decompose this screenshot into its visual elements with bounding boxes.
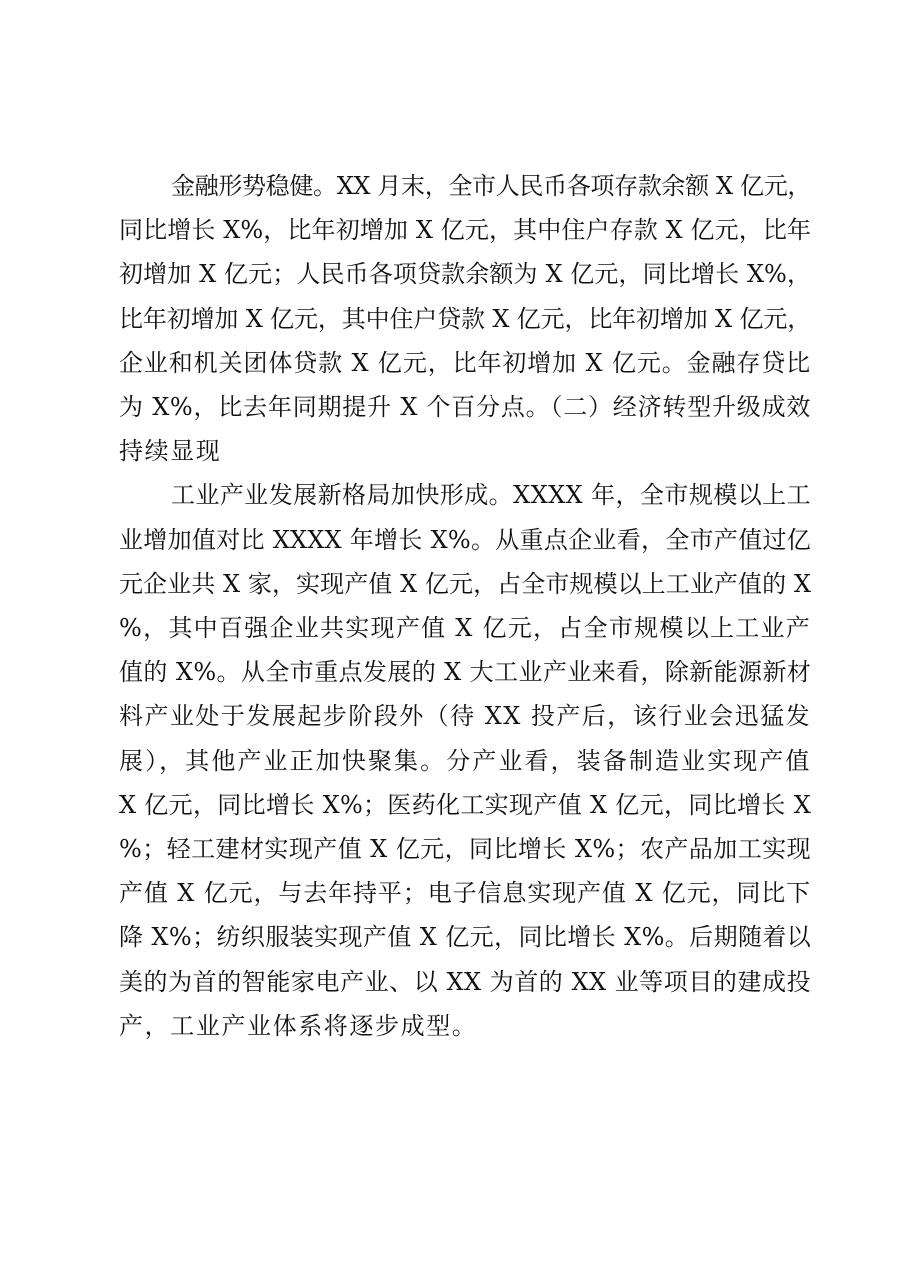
text-line: 为 X%，比去年同期提升 X 个百分点。（二）经济转型升级成效 (119, 393, 811, 422)
text-line: 产，工业产业体系将逐步成型。 (119, 1011, 478, 1040)
text-line: 初增加 X 亿元；人民币各项贷款余额为 X 亿元，同比增长 X%， (119, 260, 811, 289)
text-line: 美的为首的智能家电产业、以 XX 为首的 XX 业等项目的建成投 (119, 967, 811, 996)
text-line: 展），其他产业正加快聚集。分产业看，装备制造业实现产值 (119, 746, 811, 775)
text-line: 同比增长 X%，比年初增加 X 亿元，其中住户存款 X 亿元，比年 (119, 216, 811, 245)
text-line: 值的 X%。从全市重点发展的 X 大工业产业来看，除新能源新材 (119, 658, 812, 687)
text-line: 业增加值对比 XXXX 年增长 X%。从重点企业看，全市产值过亿 (119, 525, 811, 554)
text-line: 企业和机关团体贷款 X 亿元，比年初增加 X 亿元。金融存贷比 (119, 348, 811, 377)
text-line: 工业产业发展新格局加快形成。XXXX 年，全市规模以上工 (171, 481, 811, 510)
paragraph-industry (119, 473, 811, 1048)
text-line: 比年初增加 X 亿元，其中住户贷款 X 亿元，比年初增加 X 亿元， (119, 304, 811, 333)
text-line: %，其中百强企业共实现产值 X 亿元，占全市规模以上工业产 (119, 614, 811, 643)
text-line: 持续显现 (119, 437, 222, 466)
text-line: 元企业共 X 家，实现产值 X 亿元，占全市规模以上工业产值的 X (119, 569, 811, 598)
paragraph-finance (119, 164, 811, 473)
text-line: 金融形势稳健。XX 月末，全市人民币各项存款余额 X 亿元， (171, 172, 811, 200)
text-line: X 亿元，同比增长 X%；医药化工实现产值 X 亿元，同比增长 X (119, 790, 811, 819)
text-line: 降 X%；纺织服装实现产值 X 亿元，同比增长 X%。后期随着以 (119, 923, 812, 952)
text-line: %；轻工建材实现产值 X 亿元，同比增长 X%；农产品加工实现 (119, 835, 811, 864)
text-line: 料产业处于发展起步阶段外（待 XX 投产后，该行业会迅猛发 (119, 702, 811, 731)
body-text (119, 164, 811, 1048)
text-line: 产值 X 亿元，与去年持平；电子信息实现产值 X 亿元，同比下 (119, 879, 811, 908)
